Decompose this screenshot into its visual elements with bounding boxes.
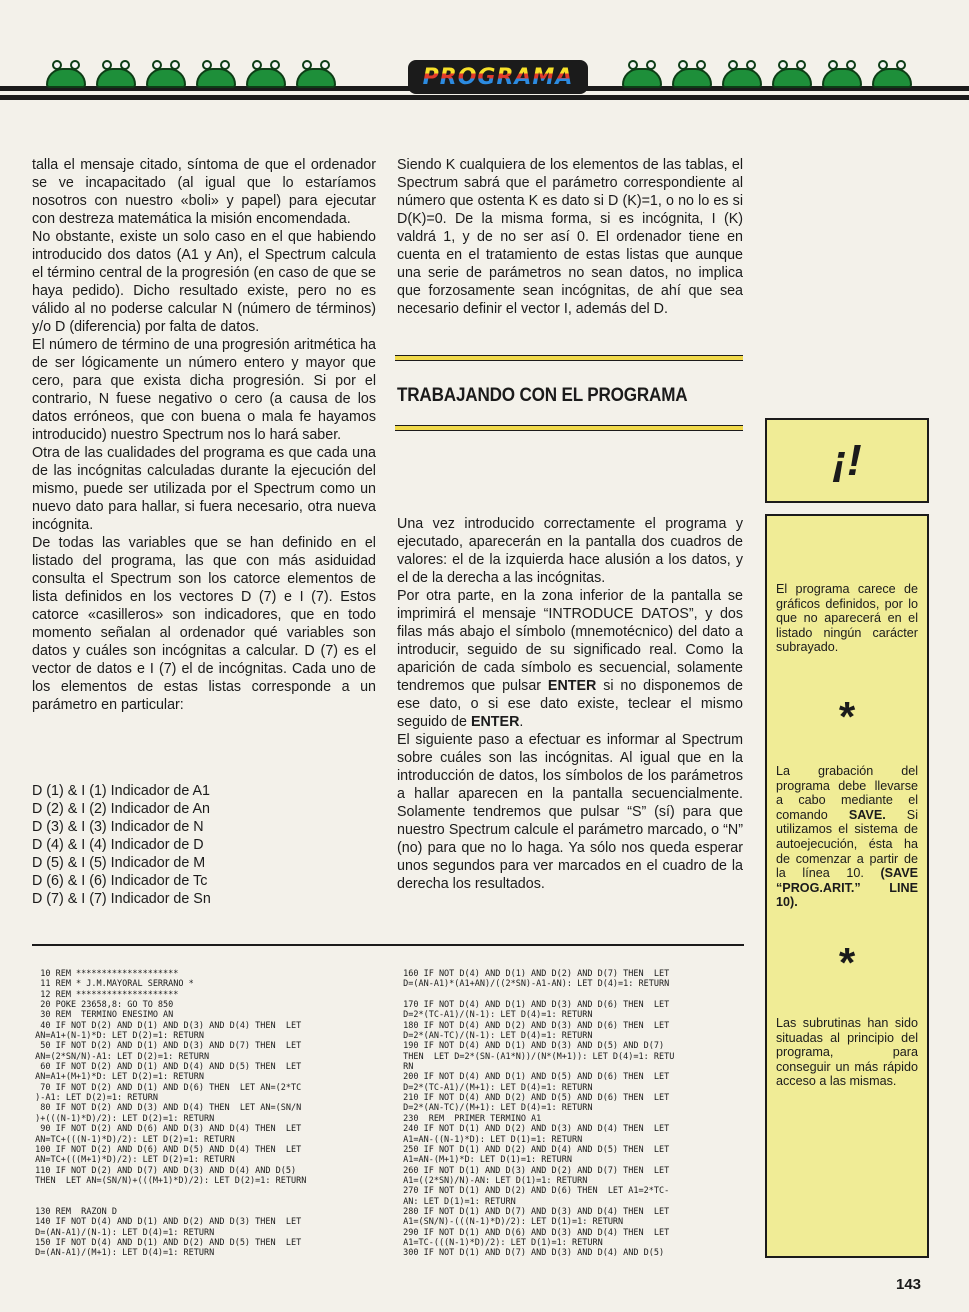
text-run: La grabación del programa debe llevarse a cabo mediante el comando xyxy=(776,764,918,822)
frog-icon xyxy=(244,58,288,88)
code-line: D=2*(TC-A1)/(N-1): LET D(4)=1: RETURN xyxy=(398,1010,593,1021)
paragraph xyxy=(397,587,743,731)
code-line: 160 IF NOT D(4) AND D(1) AND D(2) AND D(7) THEN LET xyxy=(398,969,670,979)
heading-rule-bottom xyxy=(395,425,743,431)
list-item: D (2) & I (2) Indicador de An xyxy=(32,801,210,817)
list-item: D (7) & I (7) Indicador de Sn xyxy=(32,891,211,907)
page-number: 143 xyxy=(896,1276,922,1293)
code-line: 12 REM ******************** xyxy=(30,989,179,1000)
code-line: 20 POKE 23658,8: GO TO 850 xyxy=(30,1000,174,1011)
code-line: 50 IF NOT D(2) AND D(1) AND D(3) AND D(7) THEN LET xyxy=(30,1041,302,1052)
code-line: THEN LET D=2*(SN-(A1*N))/(N*(M+1)): LET D(4)=1: RETU xyxy=(398,1051,675,1062)
indicator-list xyxy=(32,782,362,908)
list-item: D (5) & I (5) Indicador de M xyxy=(32,855,206,871)
paragraph: No obstante, existe un solo caso en el que habiendo introducido dos datos (A1 y An), el Spectrum calcula el término central de la progresión (en caso de que se haya pedido). Dicho resultado existe, pero no es válido al no poderse calcular N (número de términos) y/o D (diferencia) por falta de datos. xyxy=(32,229,376,335)
frog-row-right xyxy=(620,58,914,92)
code-line: 130 REM RAZON D xyxy=(30,1206,117,1217)
section-heading-box xyxy=(395,355,743,439)
code-listing-left xyxy=(30,969,370,1259)
code-line: 250 IF NOT D(1) AND D(2) AND D(4) AND D(5) THEN LET xyxy=(398,1144,670,1155)
code-line: D=2*(TC-A1)/(M+1): LET D(4)=1: RETURN xyxy=(398,1082,593,1093)
code-line: 280 IF NOT D(1) AND D(7) AND D(3) AND D(4) THEN LET xyxy=(398,1206,670,1217)
list-item: D (3) & I (3) Indicador de N xyxy=(32,819,204,835)
sidebar-note: Las subrutinas han sido situadas al principio del programa, para conseguir un más rápido acceso a las mismas. xyxy=(776,1016,918,1089)
code-line: A1=AN-((N-1)*D): LET D(1)=1: RETURN xyxy=(398,1134,583,1145)
sidebar-note xyxy=(776,764,918,910)
text-run: SAVE. xyxy=(848,807,886,822)
frog-icon xyxy=(144,58,188,88)
code-line: AN=A1+(M+1)*D: LET D(2)=1: RETURN xyxy=(30,1072,204,1083)
left-column xyxy=(32,156,376,714)
code-line: )+(((N-1)*D)/2): LET D(2)=1: RETURN xyxy=(30,1113,215,1124)
code-line: D=(AN-A1)/(M+1): LET D(4)=1: RETURN xyxy=(30,1248,215,1259)
code-line: 210 IF NOT D(4) AND D(2) AND D(5) AND D(6) THEN LET xyxy=(398,1093,670,1104)
frog-icon xyxy=(820,58,864,88)
code-line: 110 IF NOT D(2) AND D(7) AND D(3) AND D(4) AND D(5) xyxy=(30,1165,297,1176)
code-line: )-A1: LET D(2)=1: RETURN xyxy=(30,1093,158,1104)
code-line: 10 REM ******************** xyxy=(30,969,179,979)
section-title: TRABAJANDO CON EL PROGRAMA xyxy=(397,385,688,406)
frog-icon xyxy=(194,58,238,88)
code-line: 150 IF NOT D(4) AND D(1) AND D(2) AND D(5) THEN LET xyxy=(30,1237,302,1248)
code-line: 180 IF NOT D(4) AND D(2) AND D(3) AND D(6) THEN LET xyxy=(398,1020,670,1031)
paragraph: De todas las variables que se han definido en el listado del programa, las que con más asiduidad consulta el Spectrum son los catorce elementos de lista definidos en los vectores D (7) e I (7). Estos catorce «casilleros» son indicadores, que en todo momento señalan al ordenador qué variables son datos y cuáles son incógnitas a calcular. D (7) es el vector de datos e I (7) el de incógnitas. Cada uno de los elementos de estas listas corresponde a un parámetro en particular: xyxy=(32,535,376,713)
frog-icon xyxy=(44,58,88,88)
section-logo: PROGRAMA xyxy=(408,60,588,94)
code-line: THEN LET AN=(SN/N)+(((M+1)*D)/2): LET D(2)=1: RETURN xyxy=(30,1175,307,1186)
frog-icon xyxy=(720,58,764,88)
paragraph: Otra de las cualidades del programa es que cada una de las incógnitas calculadas durante la ejecución del mismo, puede ser utilizada por el Spectrum como un nuevo dato para hallar, si fuera necesario, otra nueva incógnita. xyxy=(32,445,376,533)
code-line: AN=TC+(((N-1)*D)/2): LET D(2)=1: RETURN xyxy=(30,1134,235,1145)
code-line: D=(AN-A1)*(A1+AN)/((2*SN)-A1-AN): LET D(4)=1: RETURN xyxy=(398,979,670,990)
middle-column-body xyxy=(397,515,743,893)
frog-icon xyxy=(294,58,338,88)
code-line: 230 REM PRIMER TERMINO A1 xyxy=(398,1113,542,1124)
code-listing-right xyxy=(398,969,744,1259)
asterisk-icon: * xyxy=(838,693,856,740)
sidebar-notes xyxy=(765,514,929,1258)
code-line: 240 IF NOT D(1) AND D(2) AND D(3) AND D(4) THEN LET xyxy=(398,1124,670,1135)
paragraph: El número de término de una progresión aritmética ha de ser lógicamente un número entero y mayor que cero, para que exista dicha progresión. Si por el contrario, N fuese negativo o cero (a causa de los datos erróneos, que con buena o mala fe hayamos introducido) nuestro Spectrum nos lo hará saber. xyxy=(32,337,376,443)
code-line: A1=AN-(M+1)*D: LET D(1)=1: RETURN xyxy=(398,1155,572,1166)
middle-column-intro xyxy=(397,156,743,318)
code-line: 140 IF NOT D(4) AND D(1) AND D(2) AND D(3) THEN LET xyxy=(30,1217,302,1228)
code-line: 170 IF NOT D(4) AND D(1) AND D(3) AND D(6) THEN LET xyxy=(398,1000,670,1011)
sidebar-badge: ¡! xyxy=(765,418,929,503)
heading-rule-top xyxy=(395,355,743,361)
text-run: . xyxy=(519,714,524,730)
code-line: 260 IF NOT D(1) AND D(3) AND D(2) AND D(7) THEN LET xyxy=(398,1165,670,1176)
sidebar-note: El programa carece de gráficos definidos, por lo que no aparecerá en el listado ningún carácter subrayado. xyxy=(776,582,918,655)
paragraph: talla el mensaje citado, síntoma de que el ordenador se ve incapacitado (al igual que lo estaríamos nosotros con nuestro «boli» y papel) para ejecutar con destreza matemática la misión encomendada. xyxy=(32,157,376,227)
code-line: 11 REM * J.M.MAYORAL SERRANO * xyxy=(30,979,194,990)
code-line: 270 IF NOT D(1) AND D(2) AND D(6) THEN LET A1=2*TC- xyxy=(398,1186,670,1197)
paragraph: Una vez introducido correctamente el programa y ejecutado, aparecerán en la pantalla dos cuadros de valores: el de la izquierda hace alusión a los datos, y el de la derecha a las incógnitas. xyxy=(397,516,743,586)
code-line: 200 IF NOT D(4) AND D(1) AND D(5) AND D(6) THEN LET xyxy=(398,1072,670,1083)
code-line xyxy=(30,1186,370,1196)
frog-icon xyxy=(670,58,714,88)
code-line xyxy=(398,990,744,1000)
divider xyxy=(32,944,744,946)
text-run: Si utilizamos el sistema de autoejecución, ésta ha de comenzar a partir de la línea 10. xyxy=(776,807,918,881)
frog-icon xyxy=(770,58,814,88)
code-line: A1=TC-(((N-1)*D)/2): LET D(1)=1: RETURN xyxy=(398,1237,603,1248)
frog-row-left xyxy=(44,58,338,92)
code-line: 300 IF NOT D(1) AND D(7) AND D(3) AND D(4) AND D(5) xyxy=(398,1248,665,1259)
list-item: D (1) & I (1) Indicador de A1 xyxy=(32,783,210,799)
code-line: 30 REM TERMINO ENESIMO AN xyxy=(30,1010,174,1021)
code-line xyxy=(30,1197,370,1207)
list-item: D (6) & I (6) Indicador de Tc xyxy=(32,873,208,889)
code-line: D=2*(AN-TC)/(N-1): LET D(4)=1: RETURN xyxy=(398,1031,593,1042)
code-line: AN: LET D(1)=1: RETURN xyxy=(398,1196,516,1207)
code-line: AN=TC+(((M+1)*D)/2): LET D(2)=1: RETURN xyxy=(30,1155,235,1166)
paragraph: El siguiente paso a efectuar es informar al Spectrum sobre cuáles son las incógnitas. Al igual que en la introducción de datos, los símbolos de los parámetros a hallar aparecen en la pantalla secuencialmente. Solamente tendremos que pulsar “S” (sí) para que nuestro Spectrum calcule el parámetro marcado, o “N” (no) para que no lo haga. Ya sólo nos queda esperar unos segundos para ver marcados en el cuadro de la derecha los resultados. xyxy=(397,732,743,892)
code-line: 190 IF NOT D(4) AND D(1) AND D(3) AND D(5) AND D(7) xyxy=(398,1041,665,1052)
code-line: RN xyxy=(398,1062,414,1073)
frog-icon xyxy=(870,58,914,88)
code-line: 80 IF NOT D(2) AND D(3) AND D(4) THEN LET AN=(SN/N xyxy=(30,1103,302,1114)
code-line: AN=(2*SN/N)-A1: LET D(2)=1: RETURN xyxy=(30,1051,210,1062)
code-line: 60 IF NOT D(2) AND D(1) AND D(4) AND D(5) THEN LET xyxy=(30,1062,302,1073)
text-run: Por otra parte, en la zona inferior de la pantalla se imprimirá el mensaje “INTRODUCE DATOS”, y dos filas más abajo el símbolo (mnemotécnico) del dato a introducir, seguido de su significado real. Como la aparición de cada símbolo es secuencial, solamente tendremos que pulsar xyxy=(397,588,743,694)
code-line: 90 IF NOT D(2) AND D(6) AND D(3) AND D(4) THEN LET xyxy=(30,1124,302,1135)
code-line: AN=A1+(N-1)*D: LET D(2)=1: RETURN xyxy=(30,1031,204,1042)
paragraph: Siendo K cualquiera de los elementos de las tablas, el Spectrum sabrá que el parámetro correspondiente al número que ostenta K es dato si D (K)=1, o no lo es si D(K)=0. De la misma forma, si es incógnita, I (K) valdrá 1, y de no ser así 0. El ordenador tiene en cuenta en el tratamiento de estas listas que aunque una serie de parámetros no sean datos, no implica que forzosamente sean incógnitas, de ahí que sea necesario definir el vector I, además del D. xyxy=(397,157,743,317)
code-line: 100 IF NOT D(2) AND D(6) AND D(5) AND D(4) THEN LET xyxy=(30,1144,302,1155)
enter-key-text: ENTER xyxy=(470,714,520,730)
text-run: (SAVE “PROG.ARIT.” LINE 10). xyxy=(776,866,918,910)
asterisk-icon: * xyxy=(838,939,856,986)
code-line: D=2*(AN-TC)/(M+1): LET D(4)=1: RETURN xyxy=(398,1103,593,1114)
list-item: D (4) & I (4) Indicador de D xyxy=(32,837,204,853)
code-line: 290 IF NOT D(1) AND D(6) AND D(3) AND D(4) THEN LET xyxy=(398,1227,670,1238)
code-line: 70 IF NOT D(2) AND D(1) AND D(6) THEN LET AN=(2*TC xyxy=(30,1082,302,1093)
code-line: A1=((2*SN)/N)-AN: LET D(1)=1: RETURN xyxy=(398,1175,588,1186)
code-line: 40 IF NOT D(2) AND D(1) AND D(3) AND D(4) THEN LET xyxy=(30,1020,302,1031)
code-line: D=(AN-A1)/(N-1): LET D(4)=1: RETURN xyxy=(30,1227,215,1238)
frog-icon xyxy=(94,58,138,88)
frog-icon xyxy=(620,58,664,88)
text-run: si no disponemos de ese dato, o si ese dato existe, teclear el mismo seguido de xyxy=(397,678,744,730)
code-line: A1=(SN/N)-(((N-1)*D)/2): LET D(1)=1: RETURN xyxy=(398,1217,624,1228)
enter-key-text: ENTER xyxy=(547,678,597,694)
